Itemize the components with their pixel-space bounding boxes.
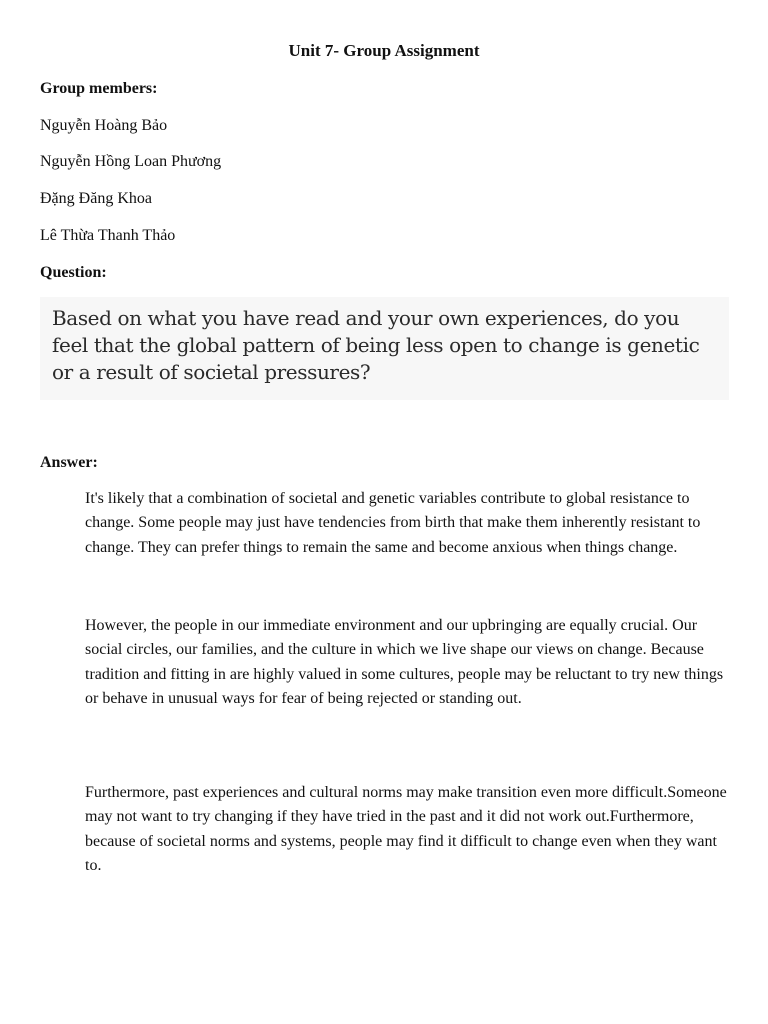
document-title: Unit 7- Group Assignment (288, 41, 480, 60)
group-members-heading: Group members: (40, 80, 158, 97)
answer-paragraph: Furthermore, past experiences and cultural norms may make transition even more difficult.Someone may not want to try changing if they have tried in the past and it did not work out.Furthermore, because of societal norms and systems, people may find it difficult to change even when they want to. (85, 784, 727, 874)
group-member: Lê Thừa Thanh Thảo (40, 227, 176, 244)
answer-paragraph: It's likely that a combination of societal and genetic variables contribute to global resistance to change. Some people may just have tendencies from birth that make them inherently resistant to change. They can prefer things to remain the same and become anxious when things change. (85, 490, 701, 556)
question-box (40, 297, 729, 400)
answer-heading: Answer: (40, 454, 98, 471)
group-member: Nguyễn Hồng Loan Phương (40, 153, 222, 170)
group-member: Nguyễn Hoàng Bảo (40, 117, 168, 134)
group-member: Đặng Đăng Khoa (40, 190, 152, 207)
question-text: Based on what you have read and your own experiences, do you feel that the global pattern of being less open to change is genetic or a result of societal pressures? (52, 306, 700, 384)
question-heading: Question: (40, 264, 107, 281)
answer-paragraph: However, the people in our immediate environment and our upbringing are equally crucial. Our social circles, our families, and the culture in which we live shape our views on change. Because tradition and fitting in are highly valued in some cultures, people may be reluctant to try new things or behave in unusual ways for fear of being rejected or standing out. (85, 617, 724, 707)
